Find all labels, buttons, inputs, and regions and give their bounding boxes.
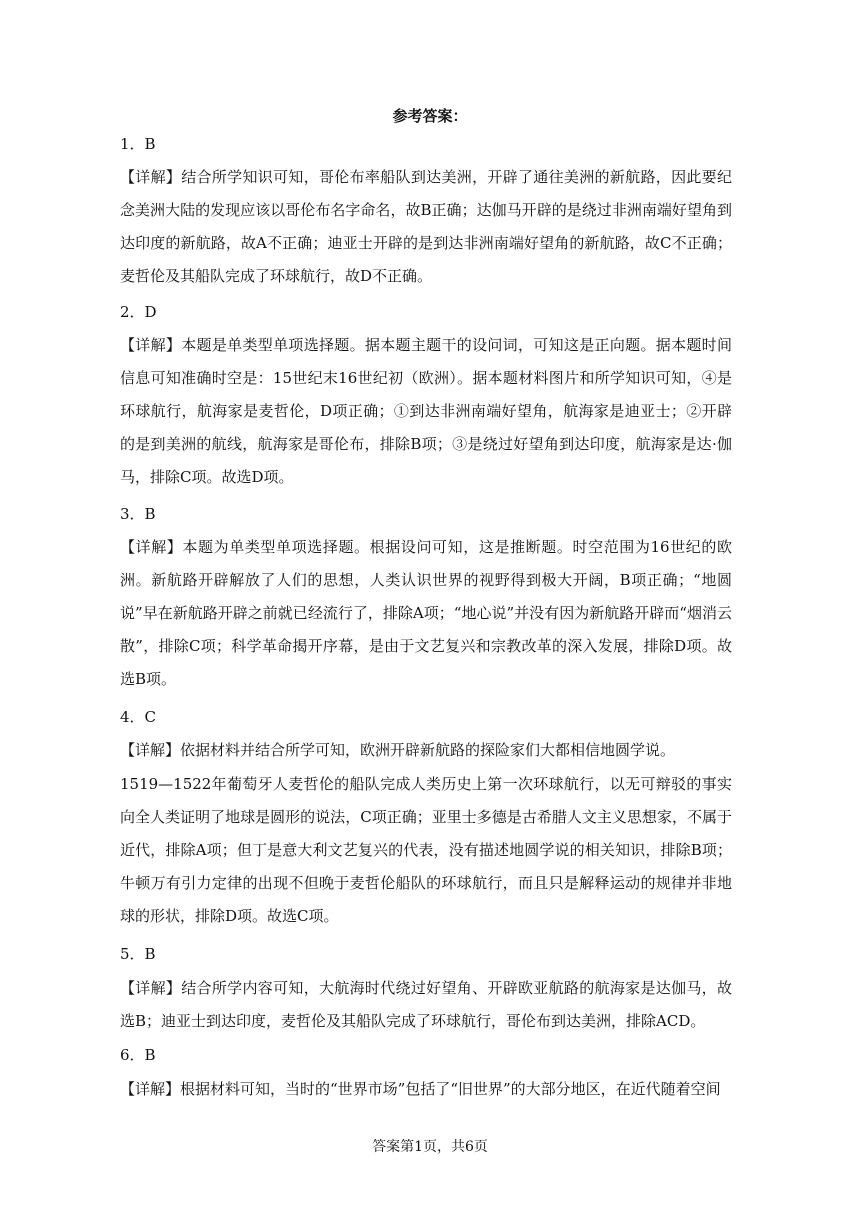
page-title: 参考答案： (392, 107, 468, 125)
explanation-6: 【详解】根据材料可知，当时的“世界市场”包括了“旧世界”的大部分地区，在近代随着空间 (120, 1080, 721, 1098)
explanation-4-body: 1519—1522年葡萄牙人麦哲伦的船队完成人类历史上第一次环球航行，以无可辩驳的事实向全人类证明了地球是圆形的说法，C项正确；亚里士多德是古希腊人文主义思想家，不属于近代，排除A项；但丁是意大利文艺复兴的代表，没有描述地圆学说的相关知识，排除B项；牛顿万有引力定律的出现不但晚于麦哲伦船队的环球航行，而且只是解释运动的规律并非地球的形状，排除D项。故选C项。 (120, 775, 732, 925)
answer-4: 4．C (120, 708, 157, 726)
explanation-5: 【详解】结合所学内容可知，大航海时代绕过好望角、开辟欧亚航路的航海家是达伽马，故选B；迪亚士到达印度，麦哲伦及其船队完成了环球航行，哥伦布到达美洲，排除ACD。 (120, 979, 732, 1030)
answer-6: 6．B (120, 1046, 156, 1064)
answer-3: 3．B (120, 505, 156, 523)
answer-1: 1．B (120, 135, 156, 153)
page-footer: 答案第1页，共6页 (372, 1139, 488, 1155)
explanation-4-intro: 【详解】依据材料并结合所学可知，欧洲开辟新航路的探险家们大都相信地圆学说。 (120, 741, 676, 759)
explanation-3: 【详解】本题为单类型单项选择题。根据设问可知，这是推断题。时空范围为16世纪的欧洲。新航路开辟解放了人们的思想，人类认识世界的视野得到极大开阔，B项正确；“地圆说”早在新航路开辟之前就已经流行了，排除A项；“地心说”并没有因为新航路开辟而“烟消云散”，排除C项；科学革命揭开序幕，是由于文艺复兴和宗教改革的深入发展，排除D项。故选B项。 (120, 538, 732, 688)
explanation-2: 【详解】本题是单类型单项选择题。据本题主题干的设问词，可知这是正向题。据本题时间信息可知准确时空是：15世纪末16世纪初（欧洲）。据本题材料图片和所学知识可知，④是环球航行，航海家是麦哲伦，D项正确；①到达非洲南端好望角，航海家是迪亚士；②开辟的是到美洲的航线，航海家是哥伦布，排除B项；③是绕过好望角到达印度，航海家是达·伽马，排除C项。故选D项。 (120, 336, 732, 486)
answer-5: 5．B (120, 945, 156, 963)
answer-2: 2．D (120, 303, 157, 321)
explanation-1: 【详解】结合所学知识可知，哥伦布率船队到达美洲，开辟了通往美洲的新航路，因此要纪念美洲大陆的发现应该以哥伦布名字命名，故B正确；达伽马开辟的是绕过非洲南端好望角到达印度的新航路，故A不正确；迪亚士开辟的是到达非洲南端好望角的新航路，故C不正确；麦哲伦及其船队完成了环球航行，故D不正确。 (120, 168, 732, 285)
